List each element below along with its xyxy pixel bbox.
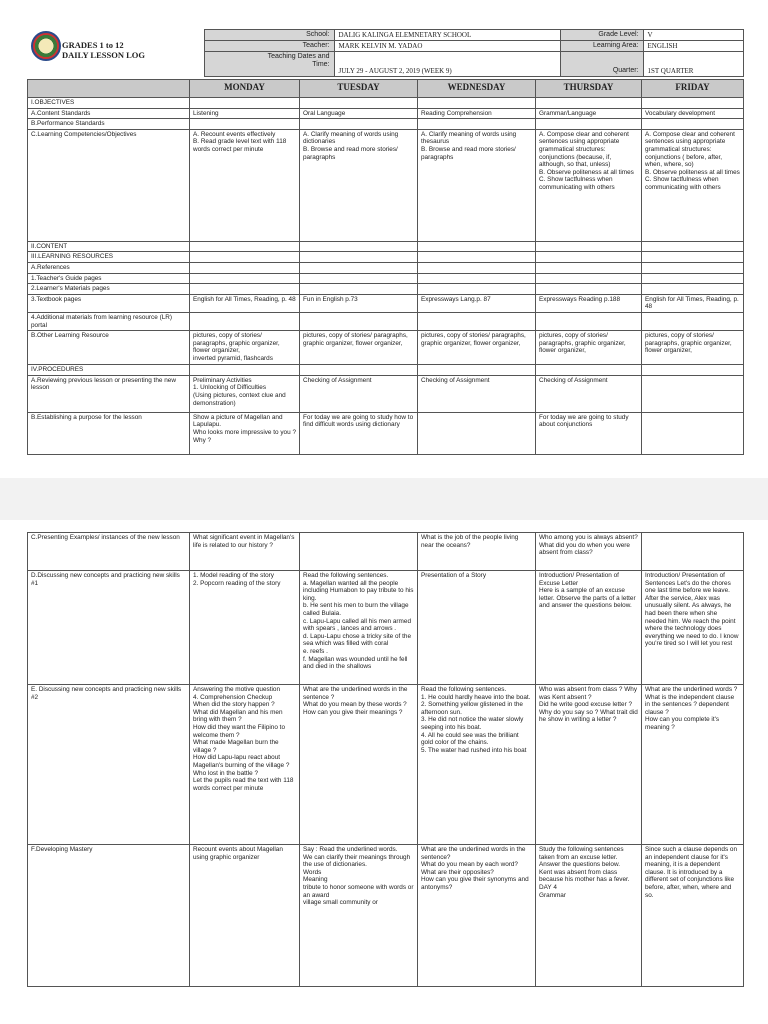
row-label: I.OBJECTIVES (28, 98, 190, 109)
day-cell (642, 241, 744, 252)
day-cell: Reading Comprehension (418, 108, 536, 119)
row-label: A.Content Standards (28, 108, 190, 119)
day-cell (536, 262, 642, 273)
day-cell: Vocabulary development (642, 108, 744, 119)
quarter-value: 1ST QUARTER (643, 52, 743, 77)
day-cell (418, 284, 536, 295)
day-cell (190, 241, 300, 252)
day-cell: A. Compose clear and coherent sentences using appropriate grammatical structures: conjunctions (because, if, although, so that, unless) B. Observe politeness at all times C. Show tactfulness when communicating with others (536, 129, 642, 241)
day-cell (190, 273, 300, 284)
day-cell: 1. Model reading of the story 2. Popcorn reading of the story (190, 571, 300, 685)
day-cell (300, 312, 418, 330)
day-cell (642, 533, 744, 571)
day-cell: Who was absent from class ? Why was Kent absent ? Did he write good excuse letter ? Why do you say so ? What trait did he show in writing a letter ? (536, 685, 642, 845)
table-row (28, 119, 744, 130)
quarter-label: Quarter: (560, 52, 643, 77)
day-cell (642, 312, 744, 330)
table-row (28, 294, 744, 312)
table-row (28, 129, 744, 241)
day-cell (536, 119, 642, 130)
day-cell (300, 262, 418, 273)
day-cell (418, 312, 536, 330)
day-cell (300, 98, 418, 109)
table-row (28, 375, 744, 412)
day-cell (300, 241, 418, 252)
day-cell: pictures, copy of stories/ paragraphs, graphic organizer, flower organizer, (536, 331, 642, 365)
day-cell: For today we are going to study about conjunctions (536, 412, 642, 454)
day-cell (642, 98, 744, 109)
logo-line1: GRADES 1 to 12 (62, 40, 124, 50)
table-row (28, 98, 744, 109)
day-cell: Checking of Assignment (300, 375, 418, 412)
table-row (28, 252, 744, 263)
row-label: B.Other Learning Resource (28, 331, 190, 365)
table-row (28, 108, 744, 119)
day-cell (418, 262, 536, 273)
day-cell: Expressways Reading p.188 (536, 294, 642, 312)
corner-cell (28, 80, 190, 98)
day-cell (536, 252, 642, 263)
day-cell (642, 119, 744, 130)
teacher-value: MARK KELVIN M. YADAO (334, 41, 560, 52)
dates-value: JULY 29 - AUGUST 2, 2019 (WEEK 9) (334, 52, 560, 77)
row-label: 1.Teacher's Guide pages (28, 273, 190, 284)
day-cell: English for All Times, Reading, p. 48 (642, 294, 744, 312)
row-label: B.Establishing a purpose for the lesson (28, 412, 190, 454)
day-cell (418, 98, 536, 109)
grade-label: Grade Level: (560, 30, 643, 41)
table-row (28, 262, 744, 273)
day-cell: What are the underlined words in the sentence ? What do you mean by these words ? How can you give their meanings ? (300, 685, 418, 845)
day-cell (536, 98, 642, 109)
day-cell (642, 273, 744, 284)
day-cell: Expressways Lang.p. 87 (418, 294, 536, 312)
row-label: 4.Additional materials from learning resource (LR) portal (28, 312, 190, 330)
table-row (28, 845, 744, 987)
page-gap (0, 478, 768, 520)
day-cell: Checking of Assignment (418, 375, 536, 412)
day-cell (300, 119, 418, 130)
day-cell (418, 252, 536, 263)
row-label: 2.Learner's Materials pages (28, 284, 190, 295)
table-row (28, 412, 744, 454)
day-cell: Since such a clause depends on an independent clause for it's meaning, it is a dependent clause. It is introduced by a different set of conjunctions like before, after, when, where and so. (642, 845, 744, 987)
day-cell (190, 119, 300, 130)
day-cell: pictures, copy of stories/ paragraphs, graphic organizer, flower organizer, (300, 331, 418, 365)
row-label: 3.Textbook pages (28, 294, 190, 312)
day-cell (300, 365, 418, 376)
day-cell: Presentation of a Story (418, 571, 536, 685)
teacher-label: Teacher: (204, 41, 334, 52)
day-cell (190, 98, 300, 109)
day-cell: What are the underlined words ? What is the independent clause in the sentences ? dependent clause ? How can you complete it's meaning ? (642, 685, 744, 845)
day-cell: Checking of Assignment (536, 375, 642, 412)
day-cell (536, 284, 642, 295)
day-cell (642, 262, 744, 273)
row-label: III.LEARNING RESOURCES (28, 252, 190, 263)
table-row (28, 273, 744, 284)
day-cell (190, 312, 300, 330)
row-label: A.Reviewing previous lesson or presenting the new lesson (28, 375, 190, 412)
day-cell (190, 284, 300, 295)
table-row (28, 533, 744, 571)
day-cell: Grammar/Language (536, 108, 642, 119)
day-cell: pictures, copy of stories/ paragraphs, graphic organizer, flower organizer, inverted pyramid, flashcards (190, 331, 300, 365)
day-cell (300, 533, 418, 571)
day-cell: Introduction/ Presentation of Sentences Let's do the chores one last time before we leave. After the service, Alex was unusually silent. As always, he had been there when she needed him. We reach the point where the technology does everything we need to do. I know you're tired so I will let you rest (642, 571, 744, 685)
day-cell (418, 241, 536, 252)
day-header: TUESDAY (300, 80, 418, 98)
day-header: FRIDAY (642, 80, 744, 98)
day-cell (642, 252, 744, 263)
day-cell: Introduction/ Presentation of Excuse Letter Here is a sample of an excuse letter. Observe the parts of a letter and answer the questions below. (536, 571, 642, 685)
day-cell (536, 241, 642, 252)
day-cell: Read the following sentences. a. Magellan wanted all the people including Humabon to pay tribute to his king. b. He sent his men to burn the village called Bulaia. c. Lapu-Lapu called all his men armed with spears , lances and arrows . d. Lapu-Lapu chose a tricky site of the sea which was filled with coral e. reefs . f. Magellan was wounded until he fell and died in the shallows (300, 571, 418, 685)
day-cell: A. Compose clear and coherent sentences using appropriate grammatical structures: conjunctions ( before, after, when, where, so) B. Observe politeness at all times C. Show tactfulness when communicating with others (642, 129, 744, 241)
day-cell (536, 273, 642, 284)
lesson-table-page2 (27, 532, 744, 987)
row-label: F.Developing Mastery (28, 845, 190, 987)
day-header: WEDNESDAY (418, 80, 536, 98)
table-row (28, 241, 744, 252)
day-cell (418, 365, 536, 376)
day-cell: pictures, copy of stories/ paragraphs, graphic organizer, flower organizer, (418, 331, 536, 365)
day-cell: Recount events about Magellan using graphic organizer (190, 845, 300, 987)
day-cell (642, 284, 744, 295)
day-cell: Study the following sentences taken from an excuse letter. Answer the questions below. Kent was absent from class because his mother has a fever. DAY 4 Grammar (536, 845, 642, 987)
day-cell: pictures, copy of stories/ paragraphs, graphic organizer, flower organizer, (642, 331, 744, 365)
day-cell (536, 365, 642, 376)
row-label: C.Presenting Examples/ instances of the new lesson (28, 533, 190, 571)
day-cell: Fun in English p.73 (300, 294, 418, 312)
school-value: DALIG KALINGA ELEMNETARY SCHOOL (334, 30, 560, 41)
day-header: MONDAY (190, 80, 300, 98)
day-cell: A. Clarify meaning of words using thesaurus B. Browse and read more stories/ paragraphs (418, 129, 536, 241)
day-cell: Show a picture of Magellan and Lapulapu. Who looks more impressive to you ? Why ? (190, 412, 300, 454)
day-cell: Read the following sentences. 1. He could hardly heave into the boat. 2. Something yellow glistened in the afternoon sun. 3. He did not notice the water slowly seeping into his boat. 4. All he could see was the brilliant gold color of the chains. 5. The water had rushed into his boat (418, 685, 536, 845)
day-cell (418, 273, 536, 284)
day-cell: For today we are going to study how to find difficult words using dictionary (300, 412, 418, 454)
row-label: A.References (28, 262, 190, 273)
day-cell: What significant event in Magellan's life is related to our history ? (190, 533, 300, 571)
table-row (28, 331, 744, 365)
day-cell: Oral Language (300, 108, 418, 119)
day-cell (642, 375, 744, 412)
dates-label-line1: Teaching Dates and (267, 53, 330, 61)
area-value: ENGLISH (643, 41, 743, 52)
day-cell (536, 312, 642, 330)
day-cell: A. Clarify meaning of words using dictionaries B. Browse and read more stories/ paragraphs (300, 129, 418, 241)
grade-value: V (643, 30, 743, 41)
day-cell (300, 252, 418, 263)
day-cell: Listening (190, 108, 300, 119)
day-cell: Who among you is always absent? What did you do when you were absent from class? (536, 533, 642, 571)
day-cell (300, 273, 418, 284)
school-label: School: (204, 30, 334, 41)
day-cell (642, 365, 744, 376)
row-label: E. Discussing new concepts and practicing new skills #2 (28, 685, 190, 845)
dates-label-line2: Time: (312, 61, 330, 69)
table-row (28, 284, 744, 295)
day-cell: English for All Times, Reading, p. 48 (190, 294, 300, 312)
day-cell: Preliminary Activities 1. Unlocking of Difficulties (Using pictures, context clue and demonstration) (190, 375, 300, 412)
lesson-table-page1 (27, 79, 744, 455)
day-cell: What are the underlined words in the sentence? What do you mean by each word? What are their opposites? How can you give their synonyms and antonyms? (418, 845, 536, 987)
day-cell: A. Recount events effectively B. Read grade level text with 118 words correct per minute (190, 129, 300, 241)
row-label: B.Performance Standards (28, 119, 190, 130)
day-cell: Say : Read the underlined words. We can clarify their meanings through the use of dictionaries. Words Meaning tribute to honor someone with words or an award village small community or (300, 845, 418, 987)
day-cell (418, 119, 536, 130)
day-cell (418, 412, 536, 454)
page-two (0, 520, 768, 1024)
dates-label (204, 52, 334, 77)
row-label: II.CONTENT (28, 241, 190, 252)
row-label: C.Learning Competencies/Objectives (28, 129, 190, 241)
day-cell (190, 252, 300, 263)
day-cell: Answering the motive question 4. Comprehension Checkup When did the story happen ? What did Magellan and his men bring with them ? How did they want the Filipino to welcome them ? What made Magellan burn the village ? How did Lapu-lapu react about Magellan's burning of the village ? Who lost in the battle ? Let the pupils read the text with 118 words correct per minute (190, 685, 300, 845)
day-header: THURSDAY (536, 80, 642, 98)
day-cell (300, 284, 418, 295)
header-table (27, 29, 744, 77)
day-cell (642, 412, 744, 454)
row-label: IV.PROCEDURES (28, 365, 190, 376)
day-cell: What is the job of the people living near the oceans? (418, 533, 536, 571)
day-cell (190, 262, 300, 273)
table-row (28, 312, 744, 330)
table-row (28, 685, 744, 845)
page-one (0, 0, 768, 478)
day-cell (190, 365, 300, 376)
table-row (28, 571, 744, 685)
area-label: Learning Area: (560, 41, 643, 52)
table-row (28, 365, 744, 376)
row-label: D.Discussing new concepts and practicing new skills #1 (28, 571, 190, 685)
logo-line2: DAILY LESSON LOG (62, 50, 145, 60)
